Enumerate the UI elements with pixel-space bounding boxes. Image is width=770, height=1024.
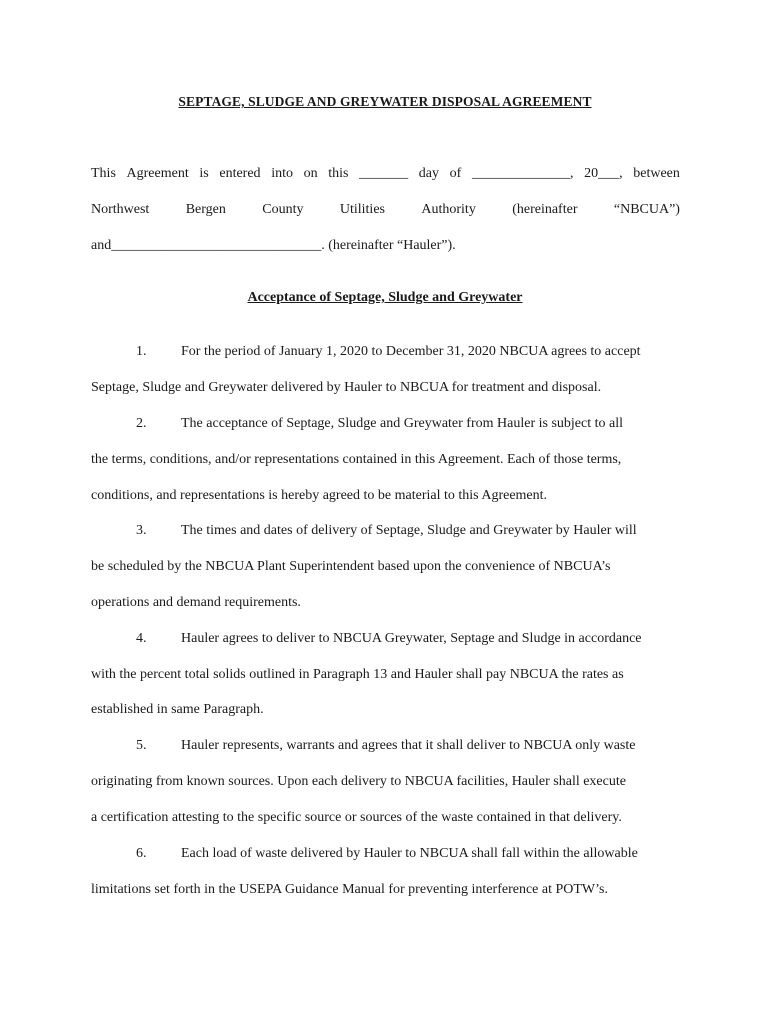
paragraph-5-line: a certification attesting to the specific source or sources of the waste contained in that delivery.: [91, 810, 622, 825]
intro-word: County: [262, 202, 304, 217]
intro-word: day: [418, 166, 439, 181]
paragraph-number: 6.: [136, 846, 147, 861]
intro-word: entered: [219, 166, 261, 181]
paragraph-4-first-line: Hauler agrees to deliver to NBCUA Greywater, Septage and Sludge in accordance: [181, 631, 642, 646]
paragraph-2-line: conditions, and representations is hereby agreed to be material to this Agreement.: [91, 488, 548, 503]
paragraph-2-line: the terms, conditions, and/or representations contained in this Agreement. Each of those terms,: [91, 452, 622, 467]
section-heading: Acceptance of Septage, Sludge and Greywater: [247, 290, 523, 305]
document-title: SEPTAGE, SLUDGE AND GREYWATER DISPOSAL AGREEMENT: [178, 94, 592, 109]
paragraph-4-line: established in same Paragraph.: [91, 702, 264, 717]
intro-word: of: [449, 166, 462, 181]
intro-line-2: [91, 201, 680, 219]
intro-word: is: [199, 166, 209, 181]
paragraph-1-line: Septage, Sludge and Greywater delivered by Hauler to NBCUA for treatment and disposal.: [91, 380, 602, 395]
paragraph-5-line: originating from known sources. Upon each delivery to NBCUA facilities, Hauler shall execute: [91, 774, 626, 789]
date-month-blank: ______________,: [471, 166, 574, 181]
intro-word: this: [328, 166, 349, 181]
intro-word: into: [271, 166, 293, 181]
intro-word: on: [303, 166, 318, 181]
intro-word: Bergen: [185, 202, 226, 217]
paragraph-number: 1.: [136, 344, 147, 359]
paragraph-3-line: operations and demand requirements.: [91, 595, 301, 610]
paragraph-4-line: with the percent total solids outlined in Paragraph 13 and Hauler shall pay NBCUA the rates as: [91, 667, 624, 682]
intro-word: Northwest: [91, 202, 150, 217]
paragraph-number: 2.: [136, 416, 147, 431]
paragraph-1-first-line: For the period of January 1, 2020 to December 31, 2020 NBCUA agrees to accept: [181, 344, 641, 359]
paragraph-number: 5.: [136, 738, 147, 753]
intro-word: This: [91, 166, 116, 181]
intro-word: Authority: [421, 202, 476, 217]
intro-word: between: [633, 166, 680, 181]
intro-word: Agreement: [126, 166, 189, 181]
intro-word: (hereinafter: [512, 202, 578, 217]
paragraph-number: 3.: [136, 523, 147, 538]
paragraph-number: 4.: [136, 631, 147, 646]
paragraph-5-first-line: Hauler represents, warrants and agrees that it shall deliver to NBCUA only waste: [181, 738, 636, 753]
intro-line-3: and______________________________. (hereinafter “Hauler”).: [91, 238, 456, 253]
intro-line-1: [91, 165, 680, 183]
date-day-blank: _______: [359, 166, 409, 181]
intro-word: “NBCUA”): [613, 202, 680, 217]
paragraph-3-first-line: The times and dates of delivery of Septage, Sludge and Greywater by Hauler will: [181, 523, 637, 538]
intro-word: Utilities: [339, 202, 385, 217]
paragraph-2-first-line: The acceptance of Septage, Sludge and Greywater from Hauler is subject to all: [181, 416, 623, 431]
date-year-blank: 20___,: [584, 166, 623, 181]
paragraph-6-line: limitations set forth in the USEPA Guidance Manual for preventing interference at POTW’s.: [91, 882, 608, 897]
paragraph-3-line: be scheduled by the NBCUA Plant Superintendent based upon the convenience of NBCUA’s: [91, 559, 611, 574]
paragraph-6-first-line: Each load of waste delivered by Hauler to NBCUA shall fall within the allowable: [181, 846, 638, 861]
